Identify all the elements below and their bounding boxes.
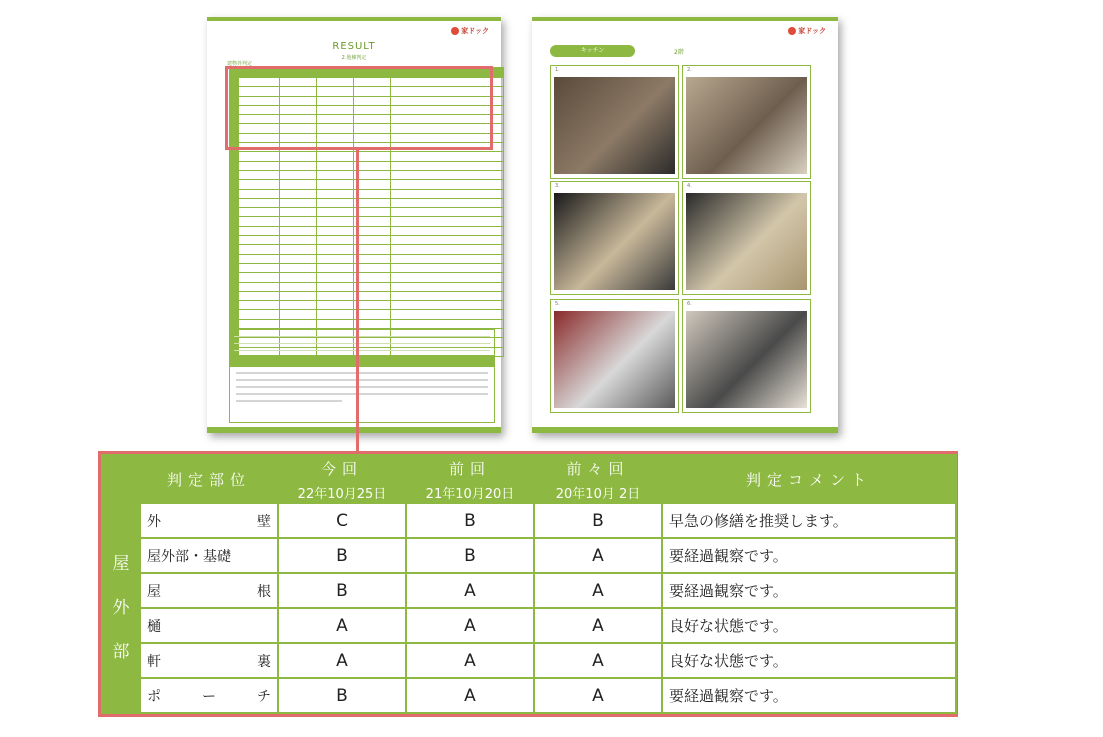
date-current: 22年10月25日 [278,481,406,503]
grade-before-previous: A [534,678,662,713]
grade-current: B [278,678,406,713]
header-before-previous: 前々回 [534,455,662,481]
part-label: 樋 [147,618,161,635]
part-label: 屋 [147,583,161,600]
tab-kitchen: キッチン [550,45,635,57]
brand-logo [451,26,489,36]
part-label: ポ [147,688,161,705]
side-label-char: 部 [112,642,130,662]
table-row [102,538,956,573]
brand-name: 家ドック [798,27,826,35]
part-label: 壁 [257,513,271,530]
comment-header-bar [229,357,495,366]
grade-previous: A [406,608,534,643]
comment-cell: 要経過観察です。 [662,538,956,573]
comment-cell: 良好な状態です。 [662,608,956,643]
part-label: ー [202,688,216,705]
comment-box [229,366,495,423]
grade-previous: A [406,678,534,713]
kitchen-photo [554,311,675,408]
grade-current: B [278,573,406,608]
photo-number: 1. [555,67,560,73]
brand-name: 家ドック [461,27,489,35]
part-label: 軒 [147,653,161,670]
side-label-char: 外 [112,598,130,618]
section-caption: 建物外判定 [227,61,253,67]
comment-cell: 要経過観察です。 [662,678,956,713]
grade-previous: B [406,503,534,538]
photo-cell [550,299,679,413]
part-cell [140,538,278,573]
page-bottom-bar [207,427,501,433]
photo-number: 4. [687,183,692,189]
page-subtitle: 2.他棟判定 [341,55,367,61]
photo-number: 2. [687,67,692,73]
part-cell [140,643,278,678]
header-comment: 判定コメント [662,455,956,503]
photo-cell [682,181,811,295]
photo-cell [550,181,679,295]
comment-cell: 良好な状態です。 [662,643,956,678]
photo-cell [550,65,679,179]
grade-before-previous: A [534,573,662,608]
tab-second-floor: 2階 [674,49,684,56]
grade-before-previous: A [534,643,662,678]
part-cell [140,678,278,713]
photo-cell [682,65,811,179]
part-label: 根 [257,583,271,600]
house-logo-icon [451,27,459,35]
page-top-bar [532,17,838,21]
part-label: 裏 [257,653,271,670]
table-row [102,608,956,643]
comment-cell: 早急の修繕を推奨します。 [662,503,956,538]
table-row [102,643,956,678]
table-row [102,678,956,713]
table-row [102,503,956,538]
grade-current: A [278,643,406,678]
grade-previous: B [406,538,534,573]
side-label-char: 屋 [112,554,130,574]
header-previous: 前回 [406,455,534,481]
house-logo-icon [788,27,796,35]
page-top-bar [207,17,501,21]
photo-number: 6. [687,301,692,307]
inspection-result-table [101,454,957,714]
highlight-frame [225,66,493,150]
photo-cell [682,299,811,413]
header-current: 今回 [278,455,406,481]
comment-cell: 要経過観察です。 [662,573,956,608]
grade-before-previous: B [534,503,662,538]
side-label-exterior [102,503,140,713]
brand-logo [788,26,826,36]
grade-previous: A [406,643,534,678]
table-row [102,573,956,608]
part-cell [140,573,278,608]
part-cell [140,608,278,643]
part-label: チ [257,688,271,705]
grade-before-previous: A [534,608,662,643]
header-part: 判定部位 [140,455,278,503]
notes-block [229,329,495,356]
grade-previous: A [406,573,534,608]
photo-page-thumbnail [532,17,838,433]
grade-before-previous: A [534,538,662,573]
photo-number: 3. [555,183,560,189]
header-corner [102,455,140,503]
part-cell [140,503,278,538]
date-previous: 21年10月20日 [406,481,534,503]
page-bottom-bar [532,427,838,433]
connector-line [356,150,359,453]
grade-current: C [278,503,406,538]
part-label: 外 [147,513,161,530]
kitchen-photo [686,77,807,174]
kitchen-photo [686,193,807,290]
photo-number: 5. [555,301,560,307]
kitchen-photo [686,311,807,408]
date-before-previous: 20年10月 2日 [534,481,662,503]
page-title: RESULT [332,41,376,52]
grade-current: B [278,538,406,573]
grade-current: A [278,608,406,643]
kitchen-photo [554,193,675,290]
part-label: 屋外部・基礎 [147,548,231,565]
kitchen-photo [554,77,675,174]
